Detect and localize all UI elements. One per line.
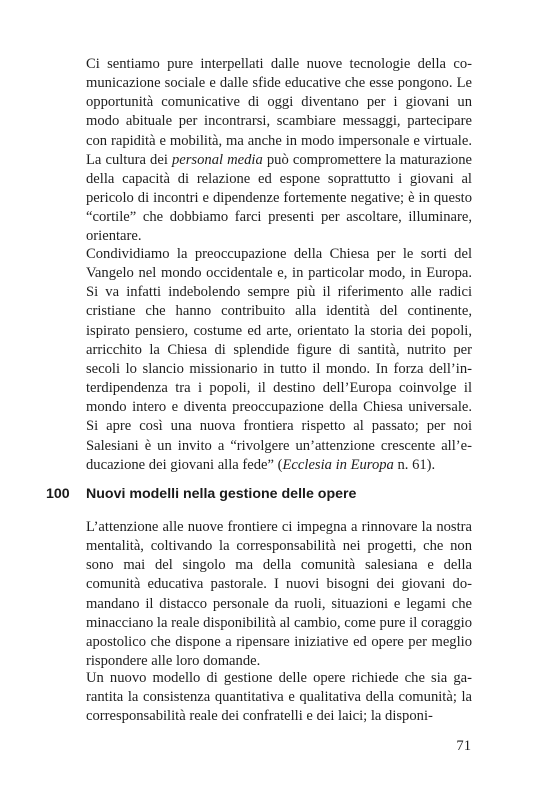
paragraph-text: [86, 55, 472, 247]
text-run: può compromettere la maturazione della capacità di relazione ed espone soprattutto i giovani al pericolo di incontri e dipendenze fortemente negative; è in questo “cortile” che dobbiamo farci presenti per ascoltare, illuminare, orientare.: [86, 151, 472, 245]
paragraph-church-europe: [86, 245, 472, 475]
text-run: Ci sentiamo pure interpellati dalle nuove tecnologie della comunicazione sociale e dalle sfide educative che esse pongono. Le opportunità comunicative di oggi diventano per i giovani un modo abituale per incontrarsi, scambiare messaggi, partecipare con rapidità e mobilità, ma anche in modo impersonale e virtuale. La cultura dei: [86, 56, 472, 168]
paragraph-new-management-model: [86, 669, 472, 726]
paragraph-new-frontiers: [86, 518, 472, 671]
text-run: n. 61).: [393, 456, 436, 473]
page-number: 71: [456, 738, 471, 754]
paragraph-new-technologies: [86, 55, 472, 247]
section-heading: [46, 485, 486, 503]
paragraph-text: Un nuovo modello di gestione delle opere richiede che sia garantita la consistenza quantitativa e qualitativa della comunità; la corresponsabilità reale dei confratelli e dei laici; la disponi-: [86, 670, 472, 725]
italic-citation-ecclesia-in-europa: Ecclesia in Europa: [282, 456, 394, 473]
section-title: Nuovi modelli nella gestione delle opere: [86, 486, 357, 502]
section-number: 100: [46, 486, 70, 502]
paragraph-text: [86, 245, 472, 475]
italic-term-personal-media: personal media: [171, 151, 263, 168]
paragraph-text: L’attenzione alle nuove frontiere ci impegna a rinnovare la nostra mentalità, coltivando la corresponsabilità nei progetti, che non sono mai del singolo ma della comunità salesiana e della comunità educativa pastorale. I nuovi bisogni dei giovani domandano il distacco personale da ruoli, situazioni e legami che minacciano la reale disponibilità al cambio, come pure il coraggio apostolico che dispone a ripensare iniziative ed opere per meglio rispondere alle loro domande.: [86, 519, 472, 670]
text-run: Condividiamo la preoccupazione della Chiesa per le sorti del Vangelo nel mondo occidentale e, in particolar modo, in Europa. Si va infatti indebolendo sempre più il riferimento alle radici cristiane che hanno contribuito alla identità del continente, ispirato pensiero, costume ed arte, orientato la storia dei popoli, arricchito la Chiesa di splendide figure di santità, nutrito per secoli lo slancio missionario in tutto il mondo. In forza dell’interdipendenza tra i popoli, il destino dell’Europa coinvolge il mondo intero e diventa preoccupazione della Chiesa universale. Si apre così una nuova frontiera rispetto al passato; per noi Salesiani è un invito a “rivolgere un’attenzione crescente all’educazione dei giovani alla fede” (: [86, 246, 472, 473]
